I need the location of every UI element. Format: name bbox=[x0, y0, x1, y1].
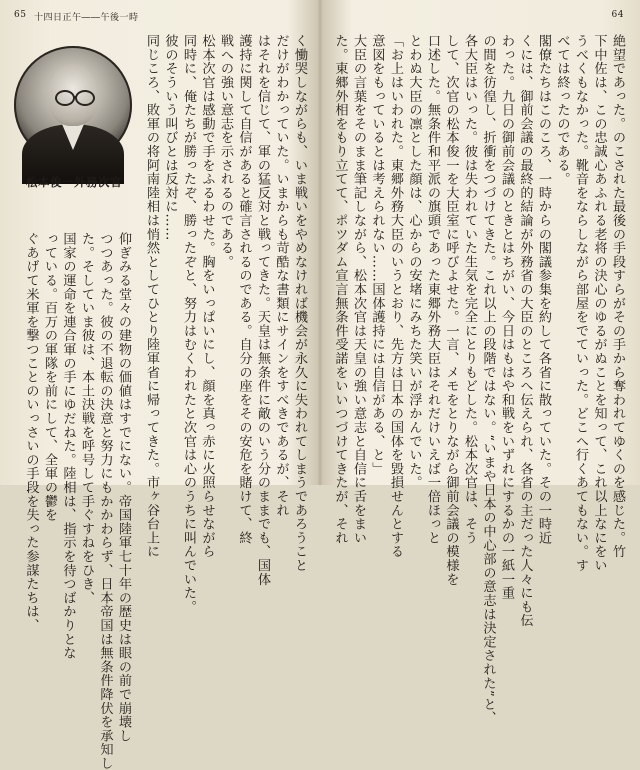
text-line: 絶望であった。のこされた最後の手段すらがその手から奪われてゆくのを感じた。竹 bbox=[610, 34, 625, 559]
text-line: だけがわかっていた。いまからも苛酷な書類にサインをすべきであるが、それ bbox=[273, 34, 289, 517]
text-line: た。東郷外相をもり立てて、ポツダム宣言無条件受諾をいいつづけてきたが、それ bbox=[332, 34, 348, 545]
text-line: 彼のそういう叫びとは反対に…… bbox=[162, 34, 178, 241]
left-page-text-lower-block bbox=[12, 232, 132, 770]
text-line: はそれを信じて、軍の猛反対と戦ってきた。天皇は無条件に敵のいう分のままでも、国体 bbox=[255, 34, 270, 586]
text-line: 仰ぎみる堂々の建物の価値はすでにない。帝国陸軍七十年の歴史は眼の前で崩壊し bbox=[116, 232, 131, 743]
glasses-icon bbox=[75, 90, 95, 106]
left-running-title: 十四日正午――午後一時 bbox=[34, 13, 139, 23]
portrait-photo bbox=[14, 46, 132, 164]
text-line: 「お上はいわれた。東郷外務大臣のいうとおり、先方は日本の国体を毀損せんとする bbox=[388, 34, 403, 559]
text-line: く慟哭しながらも、いま戦いをやめなければ機会が永久に失われてしまうであろうこと bbox=[292, 34, 307, 573]
text-line: 口述した。無条件和平派の旗頭であった東郷外務大臣はそれだけいえば一倍ほっと bbox=[425, 34, 440, 545]
text-line: ぐあげて米軍を撃つことのいっさいの手段を失った参謀たちは、 bbox=[23, 232, 39, 633]
text-line: の間を彷徨し、折衝をつづけてきた。これ以上の段階ではない。“いまや日本の中心部の意志は決定された”と、 bbox=[480, 34, 496, 725]
photo-caption: 松本俊一外務次官 bbox=[26, 175, 122, 189]
left-page-number: 65 bbox=[14, 10, 27, 20]
text-line: 意図をもっているとは考えられない……国体護持には自信がある、と」 bbox=[369, 34, 385, 476]
text-line: 同時に、俺たちが勝ったぞ、勝ったぞと、努力はむくわれたと次官は心のうちに叫んでいた。 bbox=[181, 34, 196, 614]
glasses-bridge bbox=[73, 96, 77, 98]
text-line: 国家の運命を連合軍の手にゆだねた。陸相は、指示を待つばかりとな bbox=[60, 232, 76, 660]
text-line: 下中佐は、この忠誠心あふれる老将の決心のゆるがぬことを知って、これ以上なにをい bbox=[591, 34, 607, 573]
text-line: つつあった。彼の不退転の決意と努力にもかかわらず、日本帝国は無条件降伏を承知し bbox=[97, 232, 113, 770]
text-line: とわぬ大臣の凛とした顔は、心からの安堵にみちた笑いが浮かんでいた。 bbox=[406, 34, 422, 490]
right-page-text bbox=[332, 34, 626, 725]
text-line: 松本次官は感動で手をふるわせた。胸をいっぱいにし、顔を真っ赤に火照らせながら bbox=[199, 34, 215, 559]
text-line: っている。百万の軍隊を前にして、全軍の鬱を bbox=[42, 232, 57, 522]
text-line: 閣僚たちはこのころ、一時からの閣議参集を約して各省に散っていた。その一時近 bbox=[536, 34, 551, 545]
text-line: うべくもなかった。靴音をならしながら部屋をでていった。どこへ行くあてもない。す bbox=[573, 34, 588, 573]
left-page-text-right-block bbox=[140, 34, 308, 614]
text-line: 戦への強い意志を示されるのである。 bbox=[218, 34, 233, 269]
right-page-number: 64 bbox=[611, 10, 624, 20]
text-line: わった。九日の御前会議のときとはちがい、今日はもはや和戦をいずれにするかの一紙一重 bbox=[499, 34, 514, 600]
text-line: た。そしていま彼は、本土決戦を呼号して手ぐすねをひき、 bbox=[79, 232, 94, 605]
text-line: 護持に関して自信があると確言されるのである。自分の座をその安危を賭けて、終 bbox=[236, 34, 252, 545]
glasses-icon bbox=[55, 90, 75, 106]
text-line: 大臣の言葉をそのまま筆記しながら、松本次官は天皇の強い意志と自信に舌をまい bbox=[351, 34, 366, 545]
text-line: 各大臣はいった。彼は失われていた生気を完全にとりもどした。松本次官は、そう bbox=[462, 34, 477, 545]
text-line: して、次官の松本俊一を大臣室に呼びよせた。一言、メモをとりながら御前会議の模様を bbox=[443, 34, 459, 586]
text-line: くには、御前会議の最終的結論が外務省の大臣のところへ伝えられ、各省の主だった人々にも伝 bbox=[517, 34, 533, 628]
text-line: べては終ったのである。 bbox=[554, 34, 570, 186]
text-line: 同じころ、敗軍の将阿南陸相は悄然としてひとり陸軍省に帰ってきた。市ヶ谷台上に bbox=[144, 34, 159, 559]
